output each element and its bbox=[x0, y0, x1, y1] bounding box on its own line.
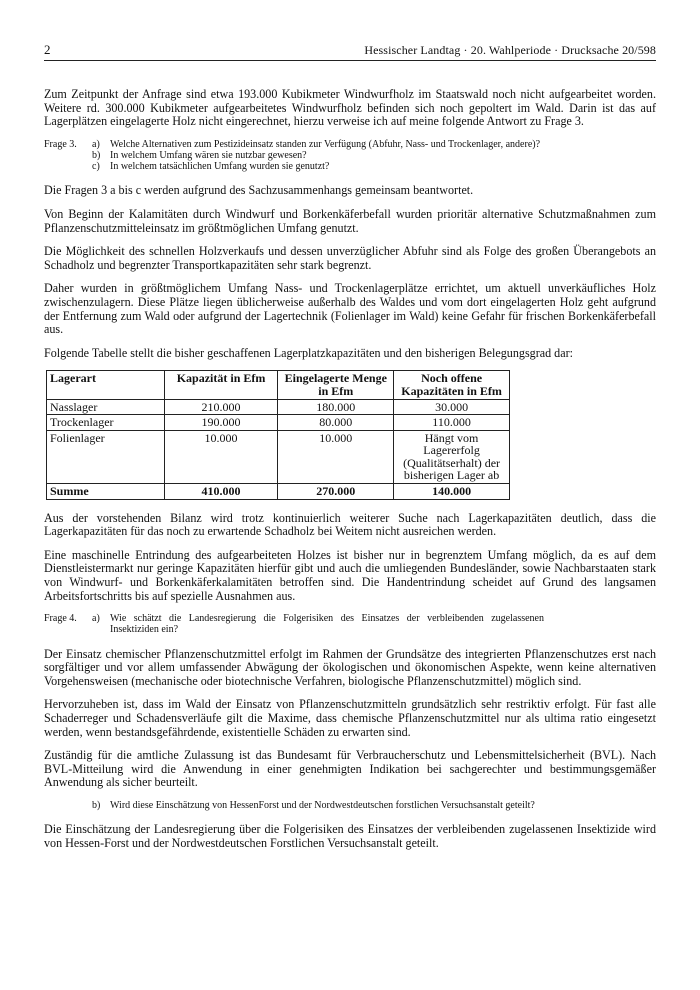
question-item-letter: a) bbox=[92, 138, 100, 150]
question-item bbox=[92, 139, 544, 150]
table-cell: Summe bbox=[47, 484, 165, 500]
question-item-text: Welche Alternativen zum Pestizideinsatz standen zur Verfügung (Abfuhr, Nass- und Trockenlager, andere)? bbox=[110, 138, 541, 150]
table-cell: 30.000 bbox=[394, 399, 510, 415]
paragraph: Zuständig für die amtliche Zulassung ist das Bundesamt für Verbraucherschutz und Lebensmittelsicherheit (BVL). Nach BVL-Mitteilung wird die Anwendung in einer genehmigten Indikation bei sachgerechter und bestimmungsgemäßer Anwendung als sicher beurteilt. bbox=[44, 748, 656, 790]
paragraph: Eine maschinelle Entrindung des aufgearbeiteten Holzes ist bisher nur in begrenztem Umfang möglich, da es auf dem Dienstleistermarkt nur geringe Kapazitäten hierfür gibt und auch die umliegenden Bundesländer, sowie Nachbarstaaten stark von Windwurf- und Borkenkäferkalamitäten betroffen sind. Die Handentrindung scheidet auf Grund des langsamen Arbeitsfortschritts bis auf spezielle Ausnahmen aus. bbox=[44, 547, 656, 603]
paragraph: Folgende Tabelle stellt die bisher geschaffenen Lagerplatzkapazitäten und den bisherigen Belegungsgrad dar: bbox=[44, 345, 573, 360]
table-row bbox=[47, 399, 510, 415]
table-header-cell: Eingelagerte Menge in Efm bbox=[278, 371, 394, 399]
question-item bbox=[92, 613, 544, 635]
question-4a bbox=[44, 613, 656, 635]
question-item-text: Wird diese Einschätzung von HessenForst und der Nordwestdeutschen forstlichen Versuchsanstalt geteilt? bbox=[110, 799, 535, 811]
table-cell: 190.000 bbox=[164, 415, 278, 431]
question-items bbox=[92, 613, 656, 635]
paragraph: Von Beginn der Kalamitäten durch Windwurf und Borkenkäferbefall wurden prioritär alternative Schutzmaßnahmen zum Pflanzenschutzmitteleinsatz im größtmöglichen Umfang genutzt. bbox=[44, 206, 656, 235]
table-cell: 80.000 bbox=[278, 415, 394, 431]
table-sum-row bbox=[47, 484, 510, 500]
table-cell: 410.000 bbox=[164, 484, 278, 500]
table-header-cell: Noch offene Kapazitäten in Efm bbox=[394, 371, 510, 399]
document-body bbox=[44, 88, 656, 860]
question-item bbox=[92, 161, 544, 172]
question-label: Frage 4. bbox=[44, 613, 77, 625]
table-header-cell: Lagerart bbox=[47, 371, 165, 399]
table-cell: 10.000 bbox=[164, 430, 278, 483]
question-label-spacer bbox=[44, 800, 92, 811]
question-item-text: Wie schätzt die Landesregierung die Folgerisiken des Einsatzes der verbleibenden zugelassenen Insektiziden ein? bbox=[110, 613, 544, 636]
table-cell: Folienlager bbox=[47, 430, 165, 483]
question-item bbox=[92, 800, 544, 811]
question-item-letter: b) bbox=[92, 799, 101, 811]
table-header-row bbox=[47, 371, 510, 399]
paragraph: Die Fragen 3 a bis c werden aufgrund des Sachzusammenhangs gemeinsam beantwortet. bbox=[44, 183, 474, 198]
table-cell: Nasslager bbox=[47, 399, 165, 415]
table-header-cell: Kapazität in Efm bbox=[164, 371, 278, 399]
question-item-letter: b) bbox=[92, 149, 101, 161]
paragraph: Die Möglichkeit des schnellen Holzverkaufs und dessen unverzüglicher Abfuhr sind als Folge des großen Überangebots an Schadholz und begrenzter Transportkapazitäten sehr stark begrenzt. bbox=[44, 244, 656, 272]
table-cell: 210.000 bbox=[164, 399, 278, 415]
question-item-text: In welchem Umfang wären sie nutzbar gewesen? bbox=[110, 149, 307, 161]
table-cell: 110.000 bbox=[394, 415, 510, 431]
table-row bbox=[47, 430, 510, 483]
page-header bbox=[44, 40, 656, 61]
question-item-text: In welchem tatsächlichen Umfang wurden sie genutzt? bbox=[110, 161, 330, 173]
table-cell: Hängt vom Lagererfolg (Qualitätserhalt) der bisherigen Lager ab bbox=[394, 430, 510, 483]
question-items bbox=[92, 139, 656, 173]
paragraph: Daher wurden in größtmöglichem Umfang Nass- und Trockenlagerplätze errichtet, um aktuell unverkäufliches Holz zwischenzulagern. Diese Plätze liegen üblicherweise außerhalb des Waldes und vom dort eingelagerten Holz geht aufgrund der Entfernung zum Wald oder aufgrund der Lagertechnik (Folienlager im Wald) keine Gefahr für frischen Borkenkäferbefall aus. bbox=[44, 281, 656, 337]
question-items bbox=[92, 800, 656, 811]
question-item bbox=[92, 150, 544, 161]
question-4b bbox=[44, 800, 656, 811]
table-row bbox=[47, 415, 510, 431]
paragraph: Aus der vorstehenden Bilanz wird trotz kontinuierlich weiterer Suche nach Lagerkapazitäten deutlich, dass die Lagerkapazitäten für das noch zu erwartende Schadholz bei Weitem nicht ausreichen werden. bbox=[44, 510, 656, 539]
question-item-letter: a) bbox=[92, 613, 100, 625]
running-title: Hessischer Landtag · 20. Wahlperiode · Drucksache 20/598 bbox=[364, 43, 656, 57]
question-item-letter: c) bbox=[92, 161, 100, 173]
table-cell: 270.000 bbox=[278, 484, 394, 500]
storage-capacity-table bbox=[46, 370, 510, 499]
table-cell: Trockenlager bbox=[47, 415, 165, 431]
question-label: Frage 3. bbox=[44, 138, 77, 150]
paragraph: Zum Zeitpunkt der Anfrage sind etwa 193.000 Kubikmeter Windwurfholz im Staatswald noch nicht aufgearbeitet worden. Weitere rd. 300.000 Kubikmeter aufgearbeitetes Windwurfholz befinden sich noch gepoltert im Wald. Darin ist das auf Lagerplätzen eingelagerte Holz nicht eingerechnet, hierzu verweise ich auf meine folgende Antwort zu Frage 3. bbox=[44, 87, 656, 129]
paragraph: Der Einsatz chemischer Pflanzenschutzmittel erfolgt im Rahmen der Grundsätze des integrierten Pflanzenschutzes erst nach sorgfältiger und vor allem umfassender Abwägung der ökologischen und ökonomischen Aspekte, wenn keine alternativen Vorgehensweisen (mechanische oder biotechnische Verfahren, biologische Pflanzenschutzmittel) möglich sind. bbox=[44, 646, 656, 688]
question-3 bbox=[44, 139, 656, 173]
page-number: 2 bbox=[44, 42, 51, 57]
table-cell: 180.000 bbox=[278, 399, 394, 415]
table-cell: 10.000 bbox=[278, 430, 394, 483]
table-cell: 140.000 bbox=[394, 484, 510, 500]
paragraph: Hervorzuheben ist, dass im Wald der Einsatz von Pflanzenschutzmitteln grundsätzlich sehr restriktiv erfolgt. Für fast alle Schaderreger und Schadensverläufe gilt die Maxime, dass chemische Pflanzenschutzmittel nur als ultima ratio eingesetzt werden, wenn bestandsgefährdende, existentielle Schäden zu erwarten sind. bbox=[44, 697, 656, 739]
paragraph: Die Einschätzung der Landesregierung über die Folgerisiken des Einsatzes der verbleibenden zugelassenen Insektizide wird von Hessen-Forst und der Nordwestdeutschen Forstlichen Versuchsanstalt geteilt. bbox=[44, 822, 656, 850]
